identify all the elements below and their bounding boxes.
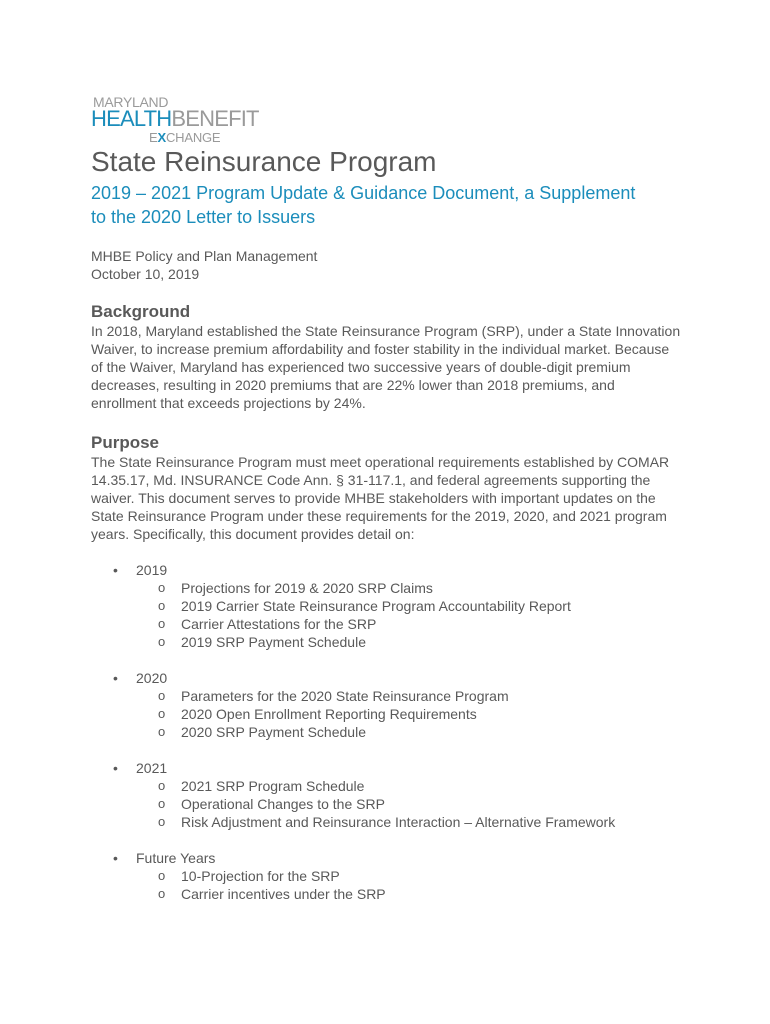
purpose-heading: Purpose <box>91 433 160 452</box>
sub-list-item: o 2019 SRP Payment Schedule <box>181 633 615 651</box>
author-line: MHBE Policy and Plan Management <box>91 248 318 264</box>
sub-list <box>136 579 615 651</box>
sub-list-item: o 2020 SRP Payment Schedule <box>181 723 615 741</box>
sub-list <box>136 777 615 831</box>
sub-list-item: o 2020 Open Enrollment Reporting Requirements <box>181 705 615 723</box>
list-item-label: Future Years <box>136 850 216 866</box>
logo-exchange-x: X <box>157 130 166 145</box>
document-page <box>91 92 691 902</box>
logo-benefit-text: BENEFIT <box>171 106 259 131</box>
logo-maryland-text: MARYLAND <box>93 94 169 110</box>
background-section <box>91 302 681 412</box>
list-item-label: 2020 <box>136 670 168 686</box>
document-meta <box>91 247 317 283</box>
purpose-section <box>91 433 681 543</box>
logo-health-text: HEALTH <box>91 106 172 131</box>
program-year-list <box>113 561 615 921</box>
document-subtitle: 2019 – 2021 Program Update & Guidance Document, a Supplement to the 2020 Letter to Issuers <box>91 183 636 227</box>
sub-list-item: o Parameters for the 2020 State Reinsurance Program <box>181 687 615 705</box>
logo-exchange-e: E <box>149 130 158 145</box>
sub-list-item: o 2019 Carrier State Reinsurance Program Accountability Report <box>181 597 615 615</box>
logo-exchange-rest: CHANGE <box>165 130 221 145</box>
background-heading: Background <box>91 302 191 321</box>
sub-list-item: o Carrier Attestations for the SRP <box>181 615 615 633</box>
sub-list <box>136 687 615 741</box>
document-title: State Reinsurance Program <box>91 146 437 177</box>
purpose-text: The State Reinsurance Program must meet operational requirements established by COMAR 14.35.17, Md. INSURANCE Code Ann. § 31-117.1, and federal agreements supporting the waiver. This document serves to provide MHBE stakeholders with important updates on the State Reinsurance Program under these requirements for the 2019, 2020, and 2021 program years. Specifically, this document provides detail on: <box>91 454 670 542</box>
sub-list <box>136 867 615 903</box>
date-line: October 10, 2019 <box>91 266 200 282</box>
logo-health-benefit <box>91 108 259 130</box>
sub-list-item: o Carrier incentives under the SRP <box>181 885 615 903</box>
list-item-label: 2019 <box>136 562 168 578</box>
sub-list-item: o Risk Adjustment and Reinsurance Interaction – Alternative Framework <box>181 813 615 831</box>
background-text: In 2018, Maryland established the State Reinsurance Program (SRP), under a State Innovation Waiver, to increase premium affordability and foster stability in the individual market. Because of the Waiver, Maryland has experienced two successive years of double-digit premium decreases, resulting in 2020 premiums that are 22% lower than 2018 premiums, and enrollment that exceeds projections by 24%. <box>91 323 681 411</box>
list-item-future-years <box>113 849 615 903</box>
mhbe-logo <box>91 92 291 148</box>
sub-list-item: o Projections for 2019 & 2020 SRP Claims <box>181 579 615 597</box>
logo-exchange <box>149 131 220 144</box>
sub-list-item: o Operational Changes to the SRP <box>181 795 615 813</box>
list-item-2020 <box>113 669 615 741</box>
list-item-2021 <box>113 759 615 831</box>
list-item-label: 2021 <box>136 760 168 776</box>
list-item-2019 <box>113 561 615 651</box>
sub-list-item: o 2021 SRP Program Schedule <box>181 777 615 795</box>
sub-list-item: o 10-Projection for the SRP <box>181 867 615 885</box>
